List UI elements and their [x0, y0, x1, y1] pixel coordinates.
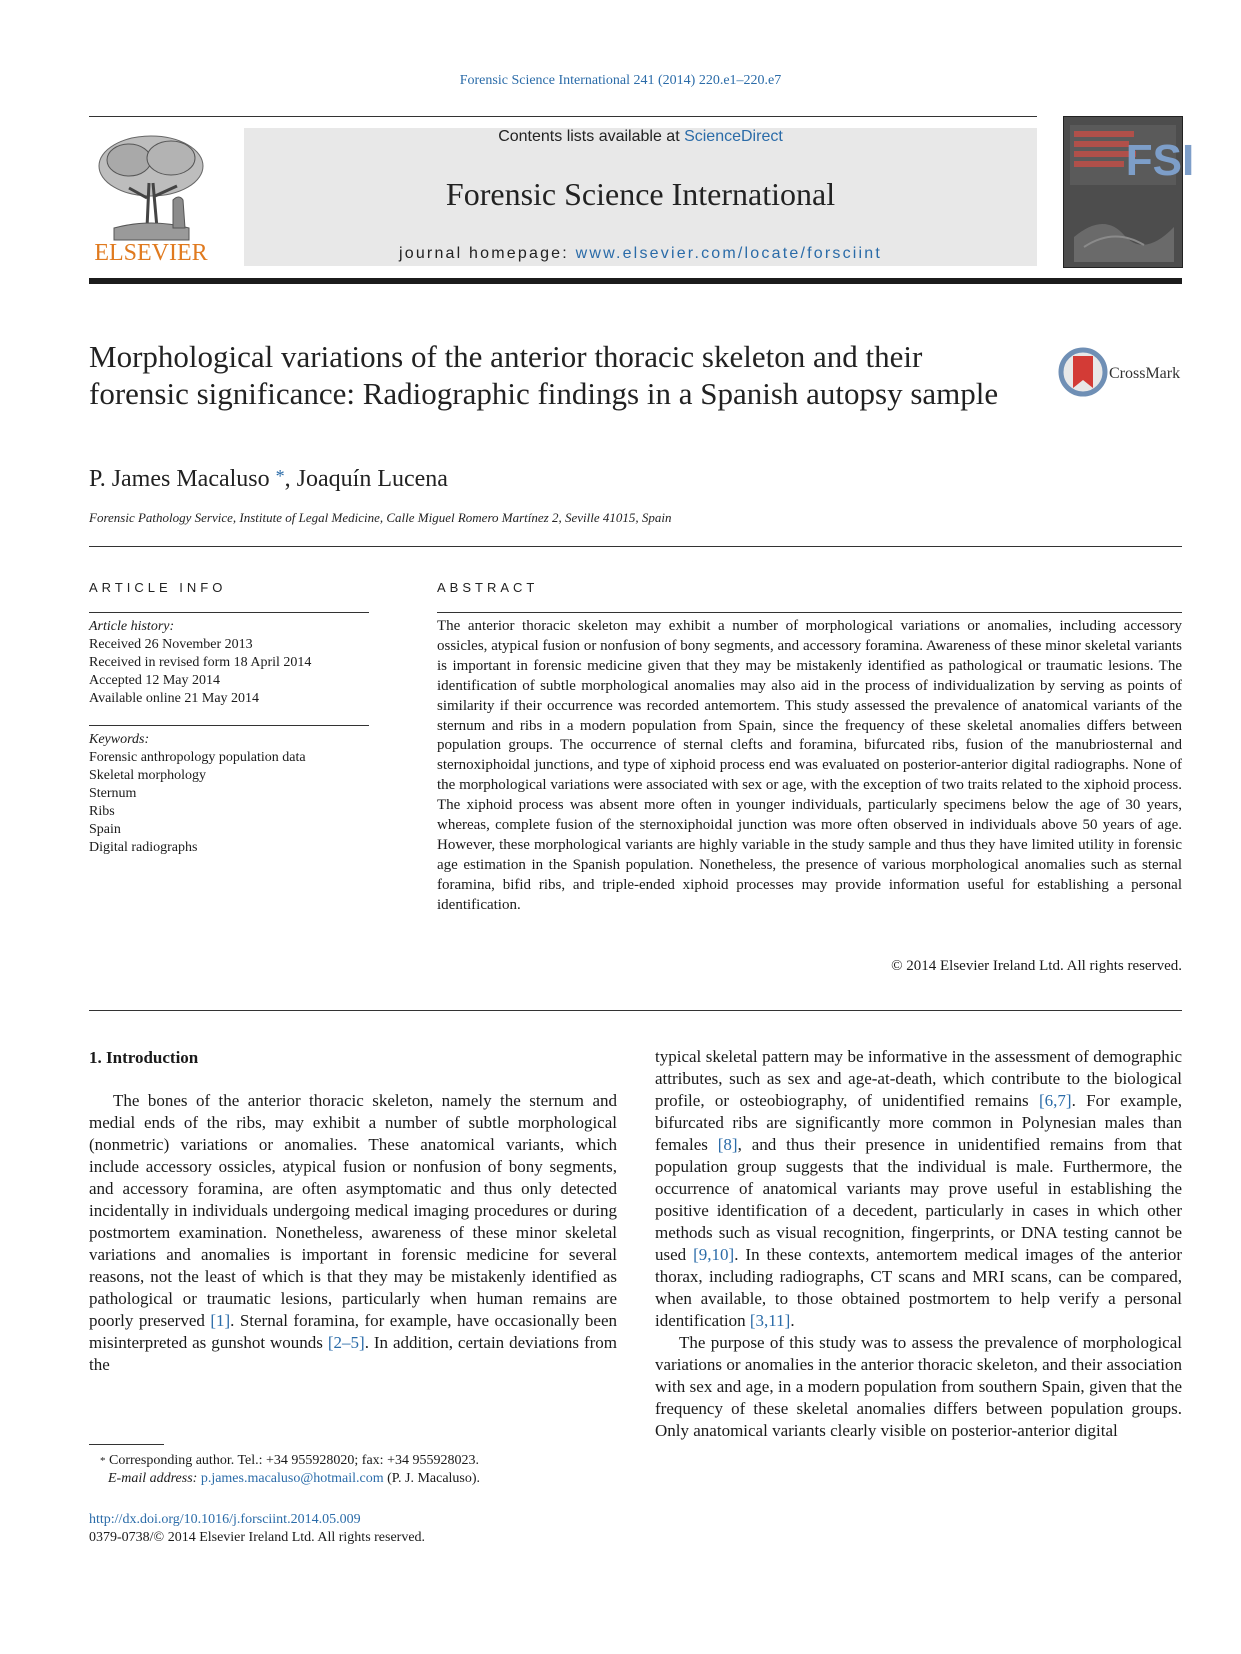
doi-link[interactable]: http://dx.doi.org/10.1016/j.forsciint.2014.05.009: [89, 1512, 361, 1527]
elsevier-wordmark: ELSEVIER: [94, 240, 208, 266]
cover-logo: FSI: [1125, 136, 1195, 185]
intro-paragraph-2: The purpose of this study was to assess the prevalence of morphological variations or anomalies in the anterior thoracic skeleton, and their association with sex and age, in a modern population from southern Spain, given that the frequency of these skeletal anomalies differs between population groups. Only anatomical variants clearly visible on posterior-anterior digital: [655, 1333, 1182, 1440]
journal-banner: [244, 128, 1037, 266]
footnote-rule: [89, 1444, 164, 1445]
header-rule: [89, 116, 1037, 117]
abstract-rule: [437, 612, 1182, 613]
crossmark-icon: [1059, 348, 1184, 398]
homepage-prefix: journal homepage:: [398, 245, 576, 262]
journal-name: Forensic Science International: [445, 176, 836, 212]
crossmark-badge[interactable]: [1059, 348, 1184, 398]
divider: [89, 1010, 1182, 1011]
body-text: The bones of the anterior thoracic skeleton, namely the sternum and medial ends of the ribs, may exhibit a number of subtle morphological (nonmetric) variations or anomalies. These anatomical variants, which include accessory ossicles, atypical fusion or nonfusion of bony segments, and accessory foramina, are often asymptomatic and thus only detected incidentally in individuals undergoing medical imaging procedures or during postmortem examination. Nonetheless, awareness of these minor skeletal variations and anomalies is important in forensic medicine for several reasons, not the least of which is that they may be mistakenly identified as pathological or traumatic lesions, particularly when human remains are poorly preserved: [89, 1091, 617, 1330]
history-item: Accepted 12 May 2014: [89, 673, 221, 688]
sciencedirect-link[interactable]: ScienceDirect: [684, 128, 783, 145]
homepage-line: [244, 245, 1037, 263]
article-info-rule: [89, 612, 369, 613]
authors: [89, 466, 448, 493]
footnote-line: [100, 1452, 480, 1470]
keyword-item: Spain: [89, 822, 121, 837]
keyword-item: Sternum: [89, 786, 137, 801]
keyword-item: Digital radiographs: [89, 840, 198, 855]
email-link[interactable]: p.james.macaluso@hotmail.com: [200, 1471, 384, 1486]
journal-cover[interactable]: [1063, 116, 1195, 268]
keyword-item: Ribs: [89, 804, 115, 819]
footnote-mark: *: [100, 1455, 106, 1467]
homepage-link[interactable]: www.elsevier.com/locate/forsciint: [575, 245, 883, 262]
body-text: . In addition, certain deviations from the: [89, 1333, 617, 1374]
elsevier-logo: [89, 128, 214, 268]
cover-art: [1064, 117, 1195, 267]
corresponding-author-mark[interactable]: *: [275, 466, 285, 486]
issn-line: 0379-0738/© 2014 Elsevier Ireland Ltd. All rights reserved.: [89, 1530, 426, 1545]
abstract-heading: ABSTRACT: [437, 580, 539, 595]
contents-prefix: Contents lists available at: [498, 128, 685, 145]
history-item: Available online 21 May 2014: [89, 691, 260, 706]
body-text: , and thus their presence in unidentified remains from that population group suggests that the individual is male. Furthermore, the occurrence of anatomical variants may prove useful in establishing the positive identification of a decedent, particularly in cases in which other methods such as visual recognition, fingerprints, or DNA testing cannot be used: [655, 1135, 1183, 1264]
abstract-copyright: © 2014 Elsevier Ireland Ltd. All rights reserved.: [891, 958, 1182, 974]
footnote: [100, 1452, 480, 1488]
email-suffix: (P. J. Macaluso).: [383, 1471, 481, 1486]
article-history: [89, 618, 311, 708]
intro-paragraph-1: [89, 1090, 617, 1376]
citation-link[interactable]: [1]: [210, 1311, 231, 1330]
abstract-text: The anterior thoracic skeleton may exhibit a number of morphological variations or anomalies, including accessory ossicles, atypical fusion or nonfusion of bony segments, and accessory foramina. Awareness of these minor skeletal variants is important in forensic medicine given that they may be mistakenly identified as pathological or traumatic lesions. The identification of subtle morphological anomalies may also aid in the process of individualization by serving as points of similarity if their occurrence was recorded antemortem. This study assessed the prevalence of anatomical variants of the sternum and ribs in a modern population from Spain, since the frequency of these skeletal anomalies differs between population groups. The occurrence of sternal clefts and foramina, bifurcated ribs, fusion of the manubriosternal and sternoxiphoidal junctions, and type of xiphoid process end was evaluated on posterior-anterior digital radiographs. None of the morphological variations were associated with sex or age, with the exception of two traits related to the xiphoid process. The xiphoid process was absent more often in younger individuals, particularly specimens below the age of 30 years, whereas, complete fusion of the sternoxiphoidal junction was more often observed in individuals above 50 years of age. However, these morphological variants are highly variable in the study sample and thus they have limited utility in forensic age estimation in the Spanish population. Nonetheless, the presence of various morphological anomalies such as sternal foramina, bifid ribs, and triple-ended xiphoid processes may provide information useful for establishing a personal identification.: [437, 618, 1182, 913]
divider: [89, 546, 1182, 547]
article-info-heading: ARTICLE INFO: [89, 580, 227, 595]
body-text: .: [790, 1311, 795, 1330]
crossmark-label: CrossMark: [1109, 365, 1181, 382]
keyword-item: Forensic anthropology population data: [89, 750, 306, 765]
citation-link[interactable]: [9,10]: [693, 1245, 735, 1264]
citation-link[interactable]: [2–5]: [327, 1333, 365, 1352]
section-heading-introduction: 1. Introduction: [89, 1048, 199, 1067]
history-item: Received in revised form 18 April 2014: [89, 655, 312, 670]
author-2: , Joaquín Lucena: [284, 466, 448, 492]
contents-line: [244, 128, 1037, 146]
keyword-item: Skeletal morphology: [89, 768, 207, 783]
header-thick-rule: [89, 278, 1182, 284]
affiliation: Forensic Pathology Service, Institute of Legal Medicine, Calle Miguel Romero Martínez 2, Seville 41015, Spain: [89, 510, 672, 525]
author-1: P. James Macaluso: [89, 466, 270, 492]
keywords-rule: [89, 725, 369, 726]
body-text: . Sternal foramina, for example, have occasionally been misinterpreted as gunshot wounds: [89, 1311, 617, 1352]
body-text: . For example, bifurcated ribs are significantly more common in Polynesian males than females: [655, 1091, 1182, 1154]
citation-link[interactable]: [8]: [717, 1135, 738, 1154]
history-label: Article history:: [89, 619, 175, 634]
email-label: E-mail address:: [108, 1471, 201, 1486]
footnote-email-line: [100, 1470, 480, 1488]
footnote-contact: Corresponding author. Tel.: +34 955928020; fax: +34 955928023.: [105, 1453, 479, 1468]
citation-link[interactable]: [6,7]: [1038, 1091, 1072, 1110]
keywords: [89, 731, 306, 857]
body-text: typical skeletal pattern may be informative in the assessment of demographic attributes, such as sex and age-at-death, which contribute to the biological profile, or osteobiography, of unidentified remains: [655, 1047, 1182, 1110]
body-column-right: [655, 1046, 1182, 1442]
keywords-label: Keywords:: [89, 732, 150, 747]
intro-paragraph-1-continued: [655, 1046, 1182, 1332]
history-item: Received 26 November 2013: [89, 637, 253, 652]
article-title: Morphological variations of the anterior thoracic skeleton and their forensic significance: Radiographic findings in a Spanish autopsy sample: [89, 339, 999, 411]
citation-link[interactable]: [3,11]: [749, 1311, 791, 1330]
body-text: . In these contexts, antemortem medical images of the anterior thorax, including radiographs, CT scans and MRI scans, can be compared, when available, to those obtained postmortem to help verify a personal identification: [655, 1245, 1182, 1330]
journal-reference[interactable]: Forensic Science International 241 (2014) 220.e1–220.e7: [459, 73, 782, 88]
